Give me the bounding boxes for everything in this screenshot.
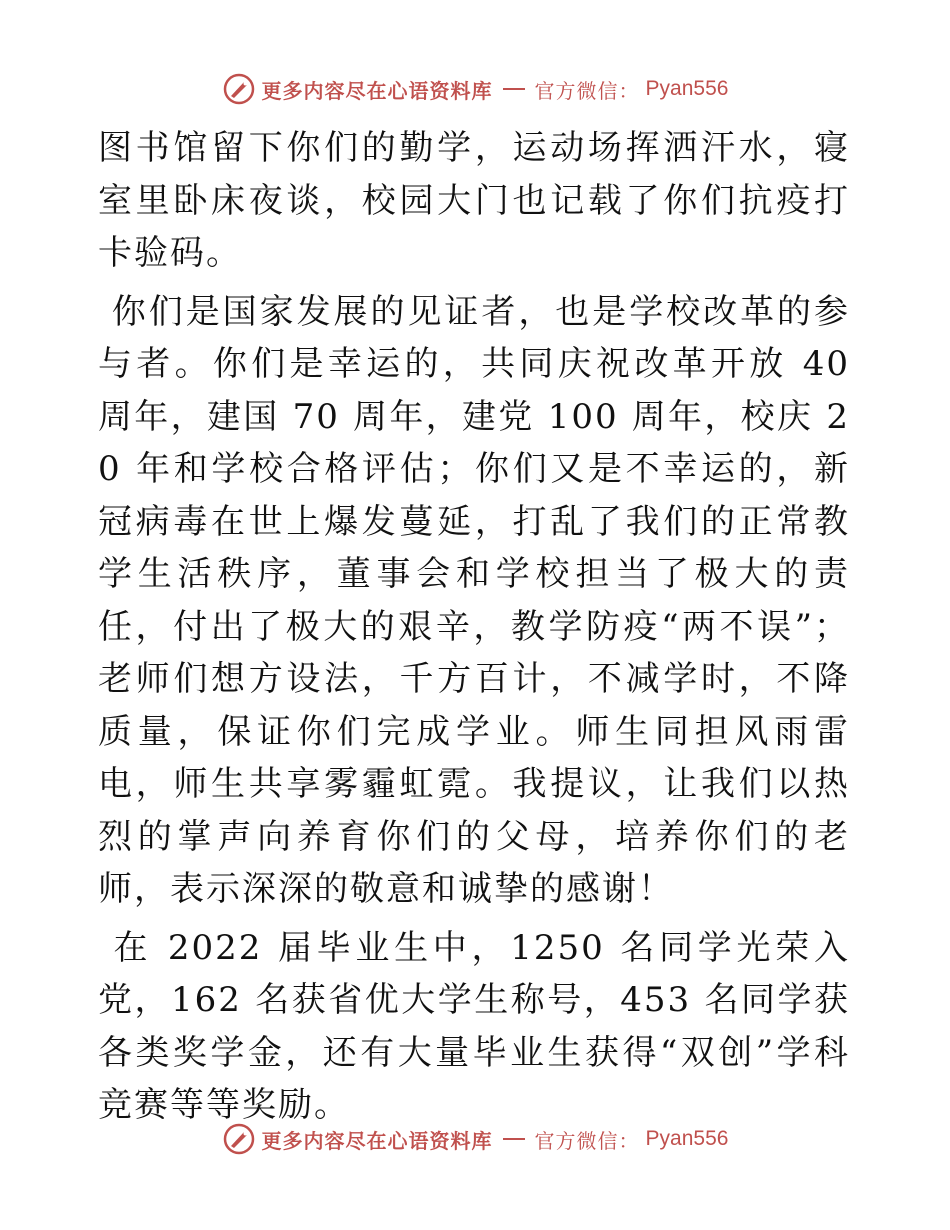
pen-nib-icon — [222, 1122, 256, 1156]
paragraph-3: 在 2022 届毕业生中，1250 名同学光荣入党，162 名获省优大学生称号，453 名同学获各类奖学金，还有大量毕业生获得“双创”学科竞赛等等奖励。 — [98, 927, 850, 1125]
footer-divider — [503, 1138, 525, 1140]
header-wechat-label: 官方微信： — [534, 78, 640, 103]
header-banner-text: 更多内容尽在心语资料库 — [261, 78, 493, 103]
document-body — [98, 122, 863, 1138]
pen-nib-icon — [222, 72, 256, 106]
paragraph-1: 图书馆留下你们的勤学，运动场挥洒汗水，寝室里卧床夜谈，校园大门也记载了你们抗疫打卡验码。 — [98, 128, 850, 273]
paragraph-2: 你们是国家发展的见证者，也是学校改革的参与者。你们是幸运的，共同庆祝改革开放 40 周年，建国 70 周年，建党 100 周年，校庆 20 年和学校合格评估；你们又是不幸运的，新冠病毒在世上爆发蔓延，打乱了我们的正常教学生活秩序，董事会和学校担当了极大的责任，付出了极大的艰辛，教学防疫“两不误”；老师们想方设法，千方百计，不减学时，不降质量，保证你们完成学业。师生同担风雨雷电，师生共享雾霾虹霓。我提议，让我们以热烈的掌声向养育你们的父母，培养你们的老师，表示深深的敬意和诚挚的感谢！ — [98, 291, 863, 909]
footer-wechat-label: 官方微信： — [534, 1128, 640, 1153]
footer-wechat-id: Pyan556 — [645, 1127, 729, 1150]
header-wechat-id: Pyan556 — [645, 77, 729, 100]
header-divider — [503, 88, 525, 90]
header-banner — [0, 72, 950, 106]
footer-banner-text: 更多内容尽在心语资料库 — [261, 1128, 493, 1153]
footer-banner — [0, 1122, 950, 1156]
